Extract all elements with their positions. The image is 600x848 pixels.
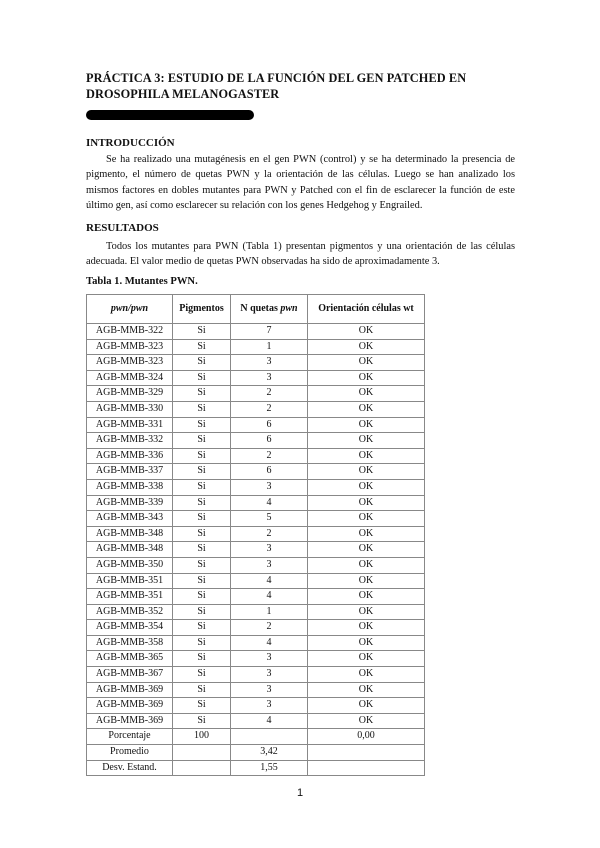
cell-id: AGB-MMB-339 (87, 495, 173, 511)
cell-n-quetas: 6 (231, 433, 308, 449)
cell-n-quetas: 3,42 (231, 745, 308, 761)
cell-n-quetas: 4 (231, 635, 308, 651)
cell-pigmentos: Si (173, 417, 231, 433)
cell-n-quetas: 5 (231, 511, 308, 527)
intro-heading: INTRODUCCIÓN (86, 137, 175, 149)
table-row (87, 448, 425, 464)
cell-id: AGB-MMB-367 (87, 667, 173, 683)
table-row (87, 557, 425, 573)
table-row (87, 479, 425, 495)
cell-orientacion: OK (308, 401, 425, 417)
cell-id: AGB-MMB-351 (87, 573, 173, 589)
cell-id: AGB-MMB-330 (87, 401, 173, 417)
table-row (87, 573, 425, 589)
cell-n-quetas (231, 729, 308, 745)
cell-n-quetas: 2 (231, 386, 308, 402)
cell-id: AGB-MMB-354 (87, 620, 173, 636)
header-n-quetas (231, 295, 308, 324)
table-row (87, 620, 425, 636)
cell-pigmentos: Si (173, 620, 231, 636)
cell-pigmentos: 100 (173, 729, 231, 745)
cell-n-quetas: 1 (231, 604, 308, 620)
table-row (87, 713, 425, 729)
cell-orientacion: OK (308, 604, 425, 620)
cell-orientacion: OK (308, 713, 425, 729)
cell-n-quetas: 4 (231, 495, 308, 511)
header-pwn: pwn/pwn (87, 295, 173, 324)
cell-pigmentos (173, 745, 231, 761)
cell-pigmentos: Si (173, 479, 231, 495)
cell-pigmentos: Si (173, 511, 231, 527)
cell-orientacion: OK (308, 682, 425, 698)
table-body (87, 324, 425, 776)
cell-pigmentos: Si (173, 667, 231, 683)
cell-id: AGB-MMB-350 (87, 557, 173, 573)
cell-id: AGB-MMB-323 (87, 355, 173, 371)
table-header-row (87, 295, 425, 324)
cell-n-quetas: 3 (231, 557, 308, 573)
table-row (87, 698, 425, 714)
cell-orientacion: OK (308, 557, 425, 573)
cell-pigmentos: Si (173, 557, 231, 573)
cell-n-quetas: 1,55 (231, 760, 308, 776)
cell-id: AGB-MMB-348 (87, 526, 173, 542)
cell-orientacion: OK (308, 620, 425, 636)
table-caption: Tabla 1. Mutantes PWN. (86, 276, 198, 287)
cell-orientacion: OK (308, 355, 425, 371)
table-row (87, 355, 425, 371)
cell-id: AGB-MMB-351 (87, 589, 173, 605)
cell-id: AGB-MMB-343 (87, 511, 173, 527)
table-row (87, 526, 425, 542)
document-title: PRÁCTICA 3: ESTUDIO DE LA FUNCIÓN DEL GEN PATCHED EN DROSOPHILA MELANOGASTER (86, 71, 467, 101)
cell-n-quetas: 2 (231, 448, 308, 464)
table-row (87, 635, 425, 651)
cell-pigmentos: Si (173, 464, 231, 480)
cell-n-quetas: 3 (231, 355, 308, 371)
cell-n-quetas: 3 (231, 370, 308, 386)
cell-id: AGB-MMB-324 (87, 370, 173, 386)
cell-pigmentos: Si (173, 401, 231, 417)
header-n-quetas-italic: pwn (280, 303, 298, 314)
cell-orientacion (308, 745, 425, 761)
table-row (87, 604, 425, 620)
cell-id: AGB-MMB-322 (87, 324, 173, 340)
cell-id: AGB-MMB-352 (87, 604, 173, 620)
cell-orientacion: OK (308, 417, 425, 433)
cell-pigmentos: Si (173, 324, 231, 340)
table-row (87, 495, 425, 511)
table-row (87, 339, 425, 355)
cell-pigmentos: Si (173, 635, 231, 651)
cell-id: AGB-MMB-337 (87, 464, 173, 480)
table-summary-row (87, 760, 425, 776)
cell-orientacion (308, 760, 425, 776)
cell-orientacion: OK (308, 667, 425, 683)
table-row (87, 324, 425, 340)
cell-pigmentos: Si (173, 713, 231, 729)
cell-n-quetas: 4 (231, 573, 308, 589)
table-row (87, 433, 425, 449)
cell-pigmentos: Si (173, 542, 231, 558)
cell-id: Porcentaje (87, 729, 173, 745)
header-pigmentos: Pigmentos (173, 295, 231, 324)
cell-pigmentos: Si (173, 604, 231, 620)
results-paragraph (86, 239, 515, 270)
table-row (87, 370, 425, 386)
pwn-mutants-table (86, 294, 425, 776)
cell-n-quetas: 3 (231, 682, 308, 698)
cell-n-quetas: 2 (231, 401, 308, 417)
cell-orientacion: OK (308, 386, 425, 402)
cell-pigmentos: Si (173, 589, 231, 605)
redacted-author (86, 110, 254, 120)
table-row (87, 651, 425, 667)
cell-orientacion: OK (308, 339, 425, 355)
cell-id: Promedio (87, 745, 173, 761)
cell-n-quetas: 3 (231, 479, 308, 495)
cell-orientacion: OK (308, 573, 425, 589)
cell-orientacion: OK (308, 324, 425, 340)
cell-pigmentos: Si (173, 386, 231, 402)
cell-orientacion: OK (308, 448, 425, 464)
cell-orientacion: OK (308, 433, 425, 449)
cell-id: AGB-MMB-329 (87, 386, 173, 402)
cell-n-quetas: 4 (231, 589, 308, 605)
cell-n-quetas: 3 (231, 698, 308, 714)
cell-orientacion: OK (308, 479, 425, 495)
cell-n-quetas: 4 (231, 713, 308, 729)
cell-orientacion: OK (308, 589, 425, 605)
cell-n-quetas: 3 (231, 667, 308, 683)
table-row (87, 542, 425, 558)
cell-pigmentos (173, 760, 231, 776)
cell-id: AGB-MMB-336 (87, 448, 173, 464)
table-summary-row (87, 729, 425, 745)
cell-n-quetas: 2 (231, 526, 308, 542)
cell-id: AGB-MMB-365 (87, 651, 173, 667)
cell-id: AGB-MMB-369 (87, 713, 173, 729)
cell-pigmentos: Si (173, 370, 231, 386)
cell-id: AGB-MMB-369 (87, 682, 173, 698)
cell-n-quetas: 3 (231, 542, 308, 558)
table-row (87, 401, 425, 417)
cell-pigmentos: Si (173, 698, 231, 714)
table-row (87, 386, 425, 402)
cell-orientacion: OK (308, 464, 425, 480)
cell-orientacion: OK (308, 542, 425, 558)
cell-id: AGB-MMB-338 (87, 479, 173, 495)
results-text: Todos los mutantes para PWN (Tabla 1) presentan pigmentos y una orientación de las células adecuada. El valor medio de quetas PWN observadas ha sido de aproximadamente 3. (86, 241, 515, 268)
cell-id: AGB-MMB-348 (87, 542, 173, 558)
cell-id: AGB-MMB-369 (87, 698, 173, 714)
cell-orientacion: 0,00 (308, 729, 425, 745)
cell-id: Desv. Estand. (87, 760, 173, 776)
cell-n-quetas: 6 (231, 464, 308, 480)
cell-orientacion: OK (308, 370, 425, 386)
cell-orientacion: OK (308, 495, 425, 511)
table-row (87, 464, 425, 480)
page-number: 1 (296, 787, 304, 799)
cell-pigmentos: Si (173, 355, 231, 371)
cell-pigmentos: Si (173, 526, 231, 542)
cell-n-quetas: 7 (231, 324, 308, 340)
cell-n-quetas: 6 (231, 417, 308, 433)
cell-n-quetas: 3 (231, 651, 308, 667)
cell-orientacion: OK (308, 651, 425, 667)
table-row (87, 589, 425, 605)
cell-orientacion: OK (308, 698, 425, 714)
table-row (87, 511, 425, 527)
cell-pigmentos: Si (173, 448, 231, 464)
cell-orientacion: OK (308, 526, 425, 542)
cell-orientacion: OK (308, 511, 425, 527)
cell-pigmentos: Si (173, 573, 231, 589)
cell-id: AGB-MMB-358 (87, 635, 173, 651)
cell-pigmentos: Si (173, 339, 231, 355)
table-row (87, 667, 425, 683)
cell-pigmentos: Si (173, 495, 231, 511)
intro-text: Se ha realizado una mutagénesis en el gen PWN (control) y se ha determinado la presencia de pigmento, el número de quetas PWN y la orientación de las células. Luego se han analizado los mismos factores en dobles mutantes para PWN y Patched con el fin de esclarecer la función de este último gen, así como esclarecer su relación con los genes Hedgehog y Engrailed. (86, 154, 515, 212)
table-summary-row (87, 745, 425, 761)
cell-n-quetas: 1 (231, 339, 308, 355)
cell-orientacion: OK (308, 635, 425, 651)
cell-pigmentos: Si (173, 651, 231, 667)
cell-id: AGB-MMB-323 (87, 339, 173, 355)
cell-pigmentos: Si (173, 433, 231, 449)
table-row (87, 417, 425, 433)
header-n-quetas-prefix: N quetas (240, 303, 281, 314)
cell-id: AGB-MMB-331 (87, 417, 173, 433)
cell-n-quetas: 2 (231, 620, 308, 636)
table-row (87, 682, 425, 698)
results-heading: RESULTADOS (86, 222, 159, 234)
intro-paragraph (86, 152, 515, 214)
cell-pigmentos: Si (173, 682, 231, 698)
cell-id: AGB-MMB-332 (87, 433, 173, 449)
header-orientacion: Orientación células wt (308, 295, 425, 324)
